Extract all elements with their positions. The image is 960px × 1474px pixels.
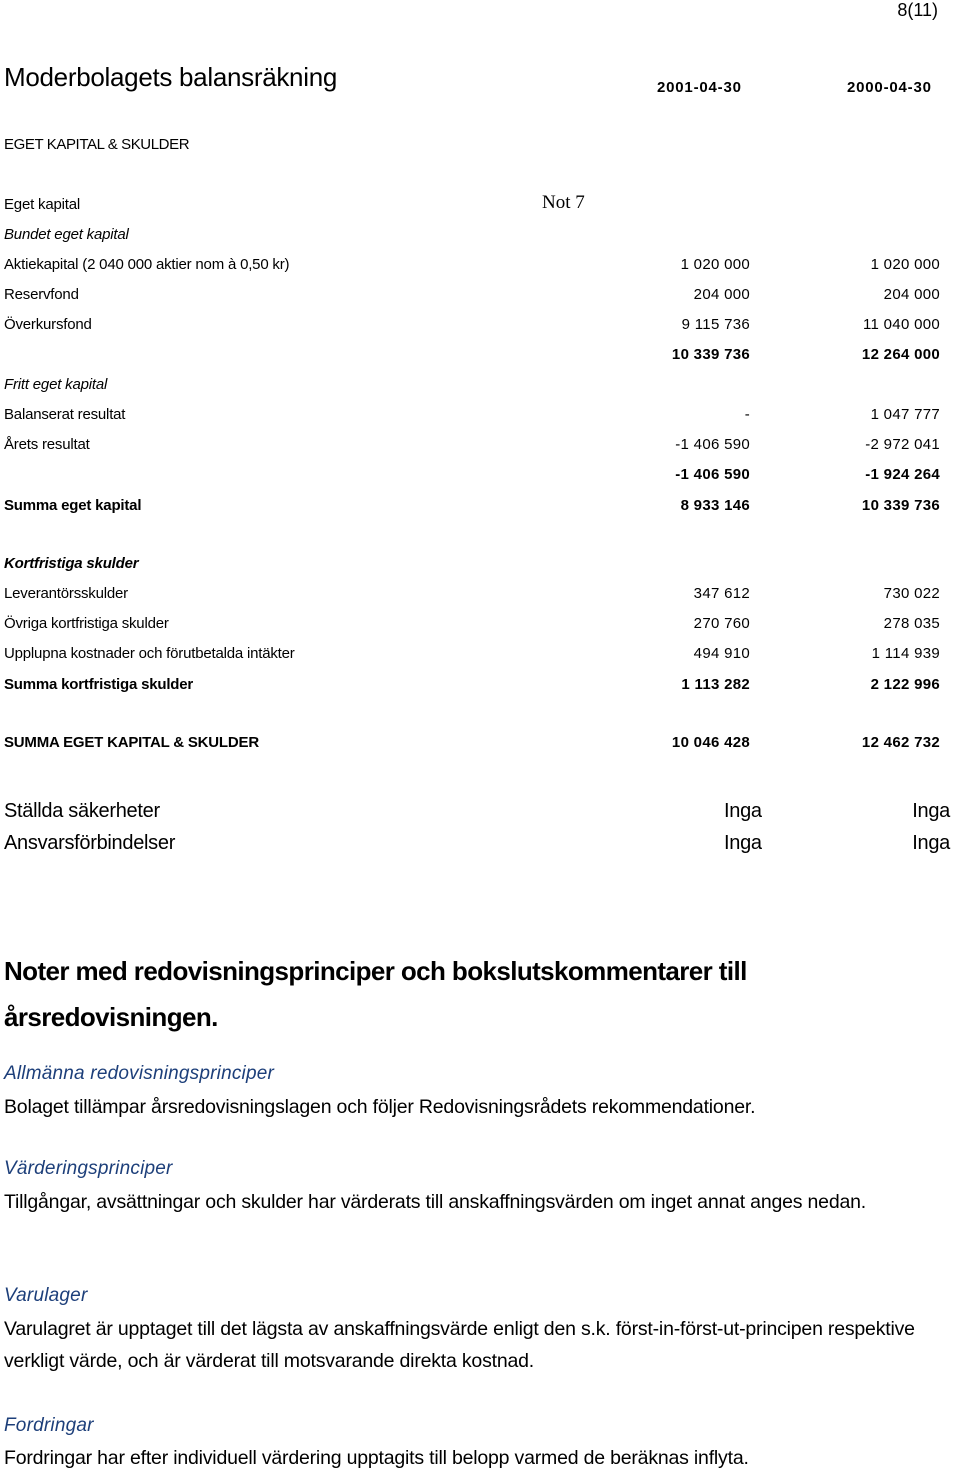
row-label: Summa kortfristiga skulder (4, 676, 194, 693)
value-2000: 2 122 996 (870, 676, 940, 693)
value-2000: 1 020 000 (870, 256, 940, 273)
value-2000: 730 022 (883, 585, 940, 602)
table-row (4, 256, 944, 278)
note-subtitle: Varulager (4, 1285, 88, 1306)
value-2001: - (744, 406, 750, 423)
grand-total-row (4, 734, 944, 756)
value-2001: 8 933 146 (680, 497, 750, 514)
column-header-2001: 2001-04-30 (657, 79, 742, 96)
restricted-equity-header: Bundet eget kapital (4, 226, 129, 243)
note-text: Tillgångar, avsättningar och skulder har värderats till anskaffningsvärden om inget annat anges nedan. (4, 1191, 866, 1213)
table-row (4, 585, 944, 607)
row-label: Årets resultat (4, 436, 90, 453)
row-label: Reservfond (4, 286, 79, 303)
restricted-header-row (4, 226, 944, 248)
table-row (4, 316, 944, 338)
notes-heading: Noter med redovisningsprinciper och bokslutskommentarer till årsredovisningen. (4, 956, 747, 1032)
equity-header: Eget kapital (4, 196, 80, 213)
value-2000: 278 035 (883, 615, 940, 632)
value-2001: 9 115 736 (681, 316, 750, 333)
table-row (4, 286, 944, 308)
note-subtitle: Värderingsprinciper (4, 1158, 173, 1179)
value-2000: 1 047 777 (870, 406, 940, 423)
value-2000: 204 000 (883, 286, 940, 303)
value-2000: 12 264 000 (861, 346, 940, 363)
value-2001: 494 910 (693, 645, 750, 662)
row-label: Aktiekapital (2 040 000 aktier nom à 0,50 kr) (4, 256, 290, 273)
row-label: Leverantörsskulder (4, 585, 128, 602)
free-equity-header: Fritt eget kapital (4, 376, 108, 393)
section-title: EGET KAPITAL & SKULDER (4, 136, 190, 153)
value-2000: -1 924 264 (865, 466, 940, 483)
note-subtitle: Allmänna redovisningsprinciper (4, 1063, 275, 1084)
note-text: Varulagret är upptaget till det lägsta av anskaffningsvärde enligt den s.k. först-in-först-ut-principen respektive verkligt värde, och är värderat till motsvarande direkta kostnad. (4, 1318, 915, 1372)
note-text: Fordringar har efter individuell värdering upptagits till belopp varmed de beräknas inflyta. (4, 1447, 749, 1469)
value-2001: 1 113 282 (681, 676, 750, 693)
value-2001: Inga (724, 832, 762, 854)
note-reference: Not 7 (542, 192, 585, 213)
value-2001: 10 046 428 (671, 734, 750, 751)
note-text: Bolaget tillämpar årsredovisningslagen och följer Redovisningsrådets rekommendationer. (4, 1096, 756, 1118)
value-2000: Inga (912, 800, 950, 822)
page-number: 8(11) (897, 0, 938, 20)
row-label: Överkursfond (4, 316, 92, 333)
pledged-row (4, 800, 950, 828)
row-label: Ansvarsförbindelser (4, 832, 176, 854)
value-2000: 1 114 939 (871, 645, 940, 662)
value-2001: 1 020 000 (680, 256, 750, 273)
value-2001: -1 406 590 (675, 466, 750, 483)
row-label: Övriga kortfristiga skulder (4, 615, 169, 632)
table-row (4, 615, 944, 637)
value-2001: -1 406 590 (675, 436, 750, 453)
value-2001: 347 612 (693, 585, 750, 602)
column-header-2000: 2000-04-30 (847, 79, 932, 96)
free-header-row (4, 376, 944, 398)
value-2001: Inga (724, 800, 762, 822)
liabilities-header: Kortfristiga skulder (4, 555, 139, 572)
contingent-row (4, 832, 950, 860)
value-2000: Inga (912, 832, 950, 854)
restricted-total-row (4, 346, 944, 368)
value-2000: 10 339 736 (861, 497, 940, 514)
liabilities-total-row (4, 676, 944, 698)
value-2001: 204 000 (693, 286, 750, 303)
value-2001: 270 760 (693, 615, 750, 632)
page-title: Moderbolagets balansräkning (4, 62, 338, 92)
table-row (4, 645, 944, 667)
table-row (4, 436, 944, 458)
row-label: Upplupna kostnader och förutbetalda intäkter (4, 645, 295, 662)
liabilities-header-row (4, 555, 944, 577)
value-2001: 10 339 736 (671, 346, 750, 363)
row-label: Summa eget kapital (4, 497, 142, 514)
value-2000: -2 972 041 (865, 436, 940, 453)
note-subtitle: Fordringar (4, 1415, 94, 1436)
value-2000: 11 040 000 (863, 316, 940, 333)
row-label: Balanserat resultat (4, 406, 126, 423)
row-label: SUMMA EGET KAPITAL & SKULDER (4, 734, 259, 751)
free-total-row (4, 466, 944, 488)
equity-header-row (4, 196, 944, 218)
value-2000: 12 462 732 (861, 734, 940, 751)
equity-total-row (4, 497, 944, 519)
row-label: Ställda säkerheter (4, 800, 160, 822)
table-row (4, 406, 944, 428)
